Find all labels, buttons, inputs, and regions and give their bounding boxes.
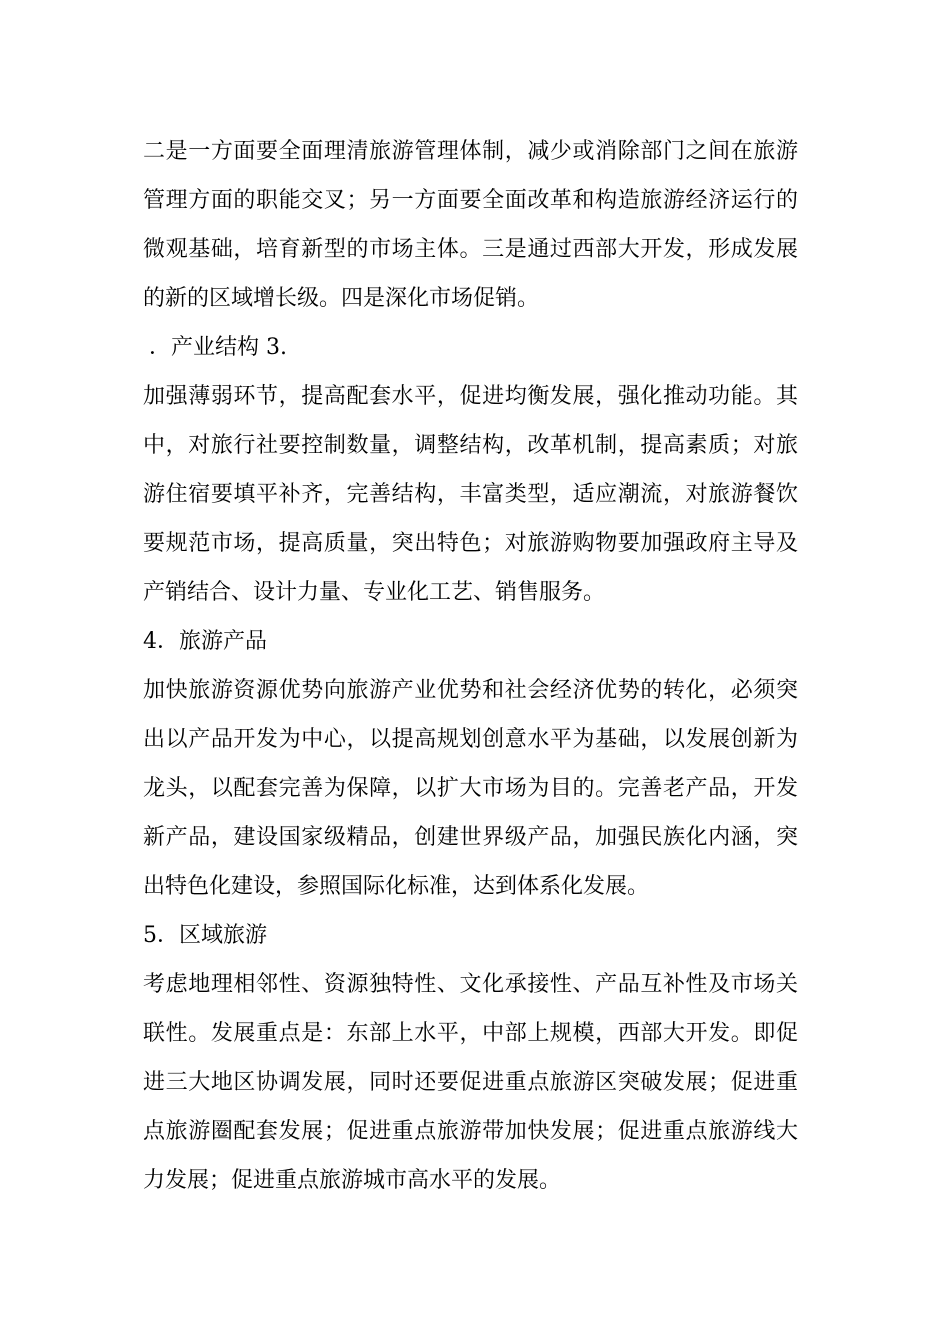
heading-regional-tourism: 5．区域旅游 <box>143 923 267 948</box>
paragraph-tourism-products: 加快旅游资源优势向旅游产业优势和社会经济优势的转化，必须突出以产品开发为中心，以提高规划创意水平为基础，以发展创新为龙头，以配套完善为保障，以扩大市场为目的。完善老产品，开发新产品，建设国家级精品，创建世界级产品，加强民族化内涵，突出特色化建设，参照国际化标准，达到体系化发展。 <box>143 678 798 899</box>
document-body <box>143 127 798 1205</box>
paragraph-reform: 二是一方面要全面理清旅游管理体制，减少或消除部门之间在旅游管理方面的职能交叉；另一方面要全面改革和构造旅游经济运行的微观基础，培育新型的市场主体。三是通过西部大开发，形成发展的新的区域增长级。四是深化市场促销。 <box>143 139 798 311</box>
heading-industry-structure: ．产业结构 3. <box>149 335 287 360</box>
paragraph-industry-structure: 加强薄弱环节，提高配套水平，促进均衡发展，强化推动功能。其中，对旅行社要控制数量，调整结构，改革机制，提高素质；对旅游住宿要填平补齐，完善结构，丰富类型，适应潮流，对旅游餐饮要规范市场，提高质量，突出特色；对旅游购物要加强政府主导及产销结合、设计力量、专业化工艺、销售服务。 <box>143 384 798 605</box>
paragraph-regional-tourism: 考虑地理相邻性、资源独特性、文化承接性、产品互补性及市场关联性。发展重点是：东部上水平，中部上规模，西部大开发。即促进三大地区协调发展，同时还要促进重点旅游区突破发展；促进重点旅游圈配套发展；促进重点旅游带加快发展；促进重点旅游线大力发展；促进重点旅游城市高水平的发展。 <box>143 972 798 1193</box>
heading-tourism-products: 4．旅游产品 <box>143 629 267 654</box>
